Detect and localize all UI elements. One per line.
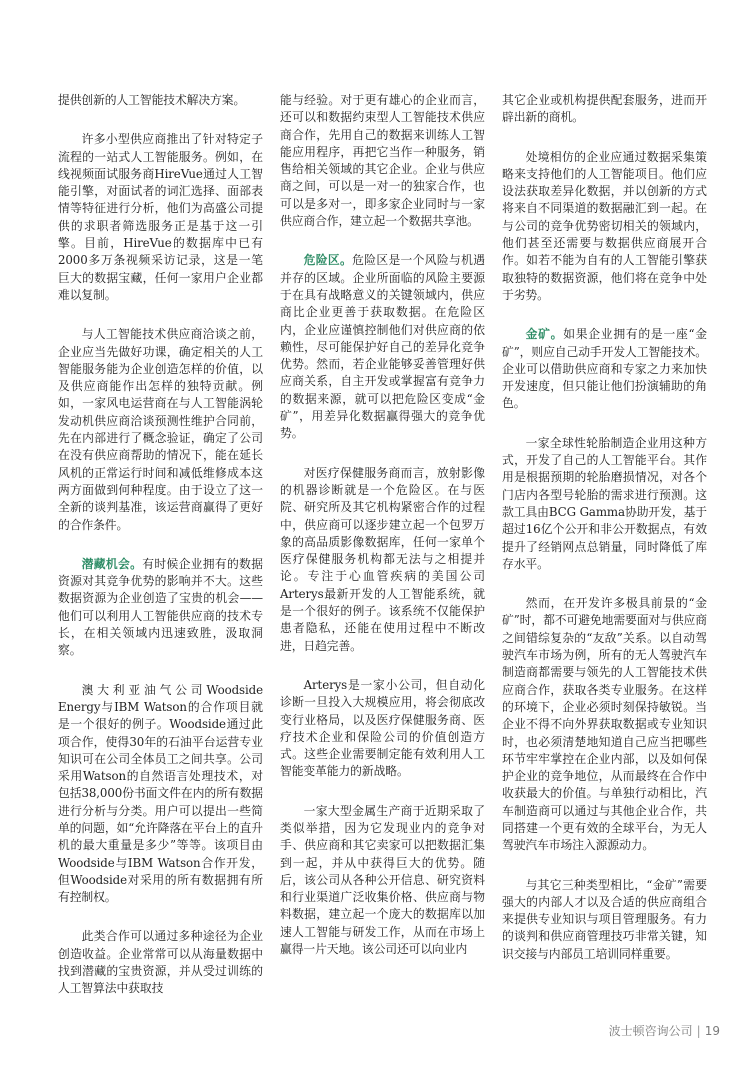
paragraph: 与人工智能技术供应商洽谈之前，企业应当先做好功课，确定相关的人工智能服务能为企业创造怎样的价值，以及供应商能作出怎样的独特贡献。例如，一家风电运营商在与人工智能涡轮发动机供应商洽谈预测性维护合同前，先在内部进行了概念验证，确定了公司在没有供应商帮助的情况下，能在延长风机的正常运行时间和减低维修成本这两方面做到何种程度。由于设立了这一全新的谈判基准，该运营商赢得了更好的合作条件。: [58, 327, 263, 532]
footer-separator: |: [696, 1024, 701, 1038]
paragraph: 一家大型金属生产商于近期采取了类似举措，因为它发现业内的竞争对手、供应商和其它卖家可以把数据汇集到一起，并从中获得巨大的优势。随后，该公司从各种公开信息、研究资料和行业渠道广泛收集价格、供应商与物料数据，建立起一个庞大的数据库以加速人工智能与研发工作，从而在市场上赢得一片天地。该公司还可以向业内: [280, 803, 485, 957]
section-heading-gold-mine: 金矿。: [525, 327, 564, 342]
paragraph: 对医疗保健服务商而言，放射影像的机器诊断就是一个危险区。在与医院、研究所及其它机构紧密合作的过程中，供应商可以逐步建立起一个包罗万象的高品质影像数据库，任何一家单个医疗保健服务机构都无法与之相提并论。专注于心血管疾病的美国公司Arterys最新开发的人工智能系统，就是一个很好的例子。该系统不仅能保护患者隐私，还能在使用过程中不断改进，日趋完善。: [280, 465, 485, 653]
paragraph-text: 如果企业拥有的是一座“金矿”，则应自己动手开发人工智能技术。企业可以借助供应商和专家之力来加快开发速度，但只能让他们扮演辅助的角色。: [502, 327, 707, 411]
page-footer: [609, 1022, 720, 1039]
paragraph: [280, 252, 485, 442]
paragraph: 其它企业或机构提供配套服务，进而开辟出新的商机。: [502, 93, 707, 125]
paragraph: 能与经验。对于更有雄心的企业而言，还可以和数据约束型人工智能技术供应商合作，先用自己的数据来训练人工智能应用程序，再把它当作一种服务，销售给相关领域的其它企业。企业与供应商之间，可以是一对一的独家合作，也可以是多对一，即多家企业同时与一家供应商合作，建立起一个数据共享池。: [280, 93, 485, 229]
column-3: [502, 92, 707, 985]
publisher-name: 波士顿咨询公司: [608, 1024, 693, 1038]
paragraph-text: 危险区是一个风险与机遇并存的区域。企业所面临的风险主要源于在具有战略意义的关键领域内，供应商比企业更善于获取数据。在危险区内，企业应谨慎控制他们对供应商的依赖性，尽可能保护好自己的差异化竞争优势。然而，若企业能够妥善管理好供应商关系，自主开发或掌握富有竞争力的数据来源，就可以把危险区变成“金矿”，用差异化数据赢得强大的竞争优势。: [280, 253, 485, 441]
paragraph: 此类合作可以通过多种途径为企业创造收益。企业常常可以从海量数据中找到潜藏的宝贵资源，并从受过训练的人工智算法中获取技: [58, 929, 263, 996]
paragraph: 一家全球性轮胎制造企业用这种方式，开发了自己的人工智能平台。其作用是根据预期的轮胎磨损情况，对各个门店内各型号轮胎的需求进行预测。这款工具由BCG Gamma协助开发，基于超过16亿个公开和非公开数据点，有效提升了经销网点总销量，同时降低了库存水平。: [502, 435, 707, 571]
column-1: [58, 92, 263, 1020]
section-heading-hidden-opportunity: 潜藏机会。: [81, 556, 143, 571]
section-heading-danger-zone: 危险区。: [303, 253, 353, 268]
paragraph: 澳大利亚油气公司Woodside Energy与IBM Watson的合作项目就是一个很好的例子。Woodside通过此项合作，使得30年的石油平台运营专业知识可在公司全体员工之间共享。公司采用Watson的自然语言处理技术，对包括38,000份书面文件在内的所有数据进行分析与分类。用户可以提出一些简单的问题，如“允许降落在平台上的直升机的最大重量是多少”等等。该项目由Woodside与IBM Watson合作开发，但Woodside对采用的所有数据拥有所有控制权。: [58, 682, 263, 905]
paragraph: [502, 326, 707, 412]
paragraph-text: 有时候企业拥有的数据资源对其竞争优势的影响并不大。这些数据资源为企业创造了宝贵的机会——他们可以利用人工智能供应商的技术专长，在相关领域内迅速致胜，汲取洞察。: [58, 556, 263, 658]
paragraph: 与其它三种类型相比，“金矿”需要强大的内部人才以及合适的供应商组合来提供专业知识与项目管理服务。有力的谈判和供应商管理技巧非常关键，知识交接与内部员工培训同样重要。: [502, 877, 707, 961]
paragraph: 许多小型供应商推出了针对特定子流程的一站式人工智能服务。例如，在线视频面试服务商HireVue通过人工智能引擎，对面试者的词汇选择、面部表情等特征进行分析，他们为高盛公司提供的求职者筛选服务正是基于这一引擎。目前，HireVue的数据库中已有2000多万条视频采访记录，这是一笔巨大的数据宝藏，任何一家用户企业都难以复制。: [58, 132, 263, 302]
article-body: [58, 92, 718, 1022]
paragraph: 处境相仿的企业应通过数据采集策略来支持他们的人工智能项目。他们应设法获取差异化数据，并以创新的方式将来自不同渠道的数据融汇到一起。在与公司的竞争优势密切相关的领域内，他们甚至还需要与数据供应商展开合作。如若不能为自有的人工智能引擎获取独特的数据资源，他们将在竞争中处于劣势。: [502, 149, 707, 302]
paragraph: 提供创新的人工智能技术解决方案。: [58, 93, 246, 107]
paragraph: Arterys是一家小公司，但自动化诊断一旦投入大规模应用，将会彻底改变行业格局，以及医疗保健服务商、医疗技术企业和保险公司的价值创造方式。这些企业需要制定能有效利用人工智能变革能力的新战略。: [280, 677, 485, 779]
paragraph: 然而，在开发许多极具前景的“金矿”时，都不可避免地需要面对与供应商之间错综复杂的“友敌”关系。以自动驾驶汽车市场为例，所有的无人驾驶汽车制造商都需要与领先的人工智能技术供应商合作，获取各类专业服务。在这样的环境下，企业必须时刻保持敏锐。当企业不得不向外界获取数据或专业知识时，也必须清楚地知道自己应当把哪些环节牢牢掌控在企业内部，以及如何保护企业的竞争地位，从而最终在合作中收获最大的价值。与单独行动相比，汽车制造商可以通过与其他企业合作，共同搭建一个更有效的全球平台，为无人驾驶汽车市场注入源源动力。: [502, 596, 707, 853]
paragraph: [58, 556, 263, 660]
page-number: 19: [704, 1024, 720, 1038]
column-2: [280, 92, 485, 980]
